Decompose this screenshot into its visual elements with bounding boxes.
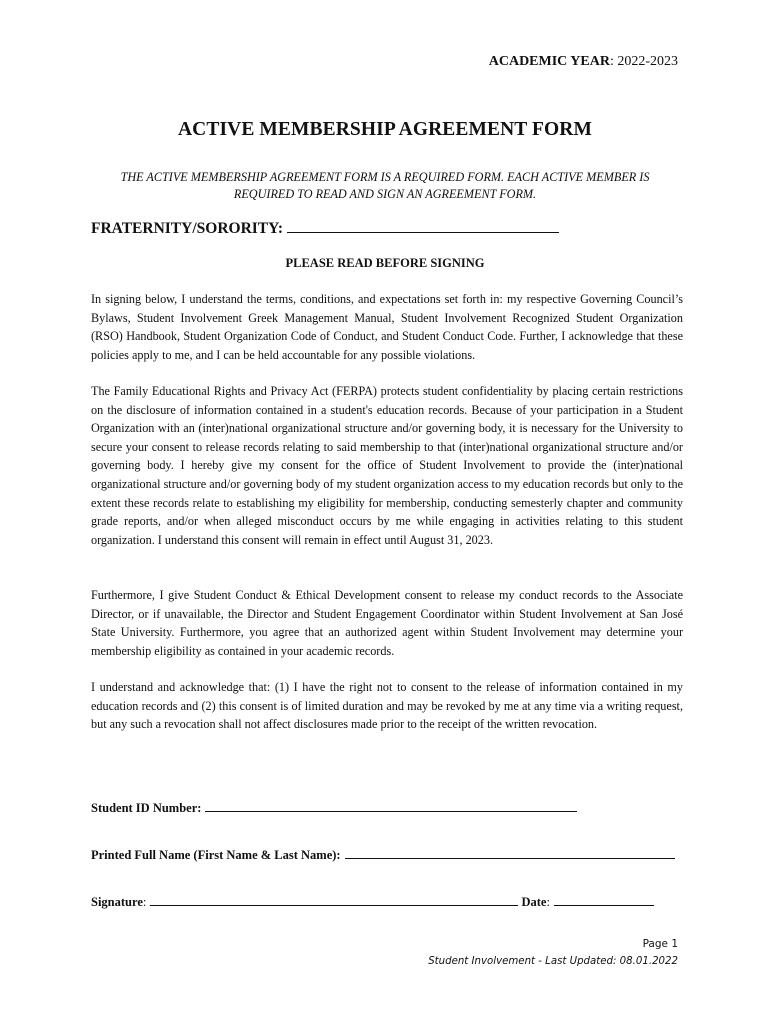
signature-colon: : [142, 895, 147, 909]
student-id-label: Student ID Number: [91, 801, 202, 815]
page-number: Page 1 [642, 938, 678, 950]
fraternity-field [91, 219, 559, 238]
date-line[interactable] [554, 893, 654, 906]
fraternity-label: FRATERNITY/SORORITY: [91, 220, 284, 237]
signature-line[interactable] [150, 893, 518, 906]
academic-year-value: : 2022-2023 [609, 54, 678, 69]
conduct-release-paragraph: Furthermore, I give Student Conduct & Ethical Development consent to release my conduct records to the Associate Director, or if unavailable, the Director and Student Engagement Coordinator within Student Involvement at San José State University. Furthermore, you agree that an authorized agent within Student Involvement may determine your membership eligibility as contained in your academic records. [91, 588, 683, 658]
date-colon: : [546, 895, 550, 909]
fraternity-input-line[interactable] [287, 219, 559, 233]
printed-name-label: Printed Full Name (First Name & Last Name): [91, 848, 341, 862]
page-title: ACTIVE MEMBERSHIP AGREEMENT FORM [177, 119, 592, 140]
agreement-paragraph: In signing below, I understand the terms, conditions, and expectations set forth in: my respective Governing Council’s Bylaws, Student Involvement Greek Management Manual, Student Involvement Recognized Student Organization (RSO) Handbook, Student Organization Code of Conduct, and Student Conduct Code. Further, I acknowledge that these policies apply to me, and I can be held accountable for any possible violations. [91, 292, 683, 362]
read-before-heading: PLEASE READ BEFORE SIGNING [285, 256, 485, 270]
acknowledgement-paragraph: I understand and acknowledge that: (1) I have the right not to consent to the release of information contained in my education records and (2) this consent is of limited duration and may be revoked by me at any time via a writing request, but any such a revocation shall not affect disclosures made prior to the receipt of the written revocation. [91, 680, 683, 732]
signature-row [91, 893, 654, 910]
date-label: Date [521, 895, 547, 909]
student-id-line[interactable] [205, 799, 577, 812]
ferpa-paragraph: The Family Educational Rights and Privacy Act (FERPA) protects student confidentiality by placing certain restrictions on the disclosure of information contained in a student's education records. Because of your participation in a Student Organization with an (inter)national organizational structure and/or governing body, it is necessary for the University to secure your consent to release records relating to said membership to that (inter)national organizational structure and/or governing body. I hereby give my consent for the office of Student Involvement to provide the (inter)national organizational structure and/or governing body of my student organization access to my education records but only to the extent these records relate to establishing my eligibility for membership, conducting semesterly chapter and community grade reports, and/or when alleged misconduct occurs by me while engaging in activities relating to this student organization. I understand this consent will remain in effect until August 31, 2023. [91, 384, 683, 547]
student-id-row [91, 799, 577, 816]
footer-note: Student Involvement - Last Updated: 08.01.2022 [428, 956, 678, 967]
form-subtitle: THE ACTIVE MEMBERSHIP AGREEMENT FORM IS A REQUIRED FORM. EACH ACTIVE MEMBER IS REQUIRED TO READ AND SIGN AN AGREEMENT FORM. [120, 170, 650, 201]
printed-name-row [91, 846, 675, 863]
printed-name-line[interactable] [345, 846, 675, 859]
academic-year [489, 54, 678, 70]
academic-year-label: ACADEMIC YEAR [488, 54, 610, 69]
signature-label: Signature [91, 895, 143, 909]
